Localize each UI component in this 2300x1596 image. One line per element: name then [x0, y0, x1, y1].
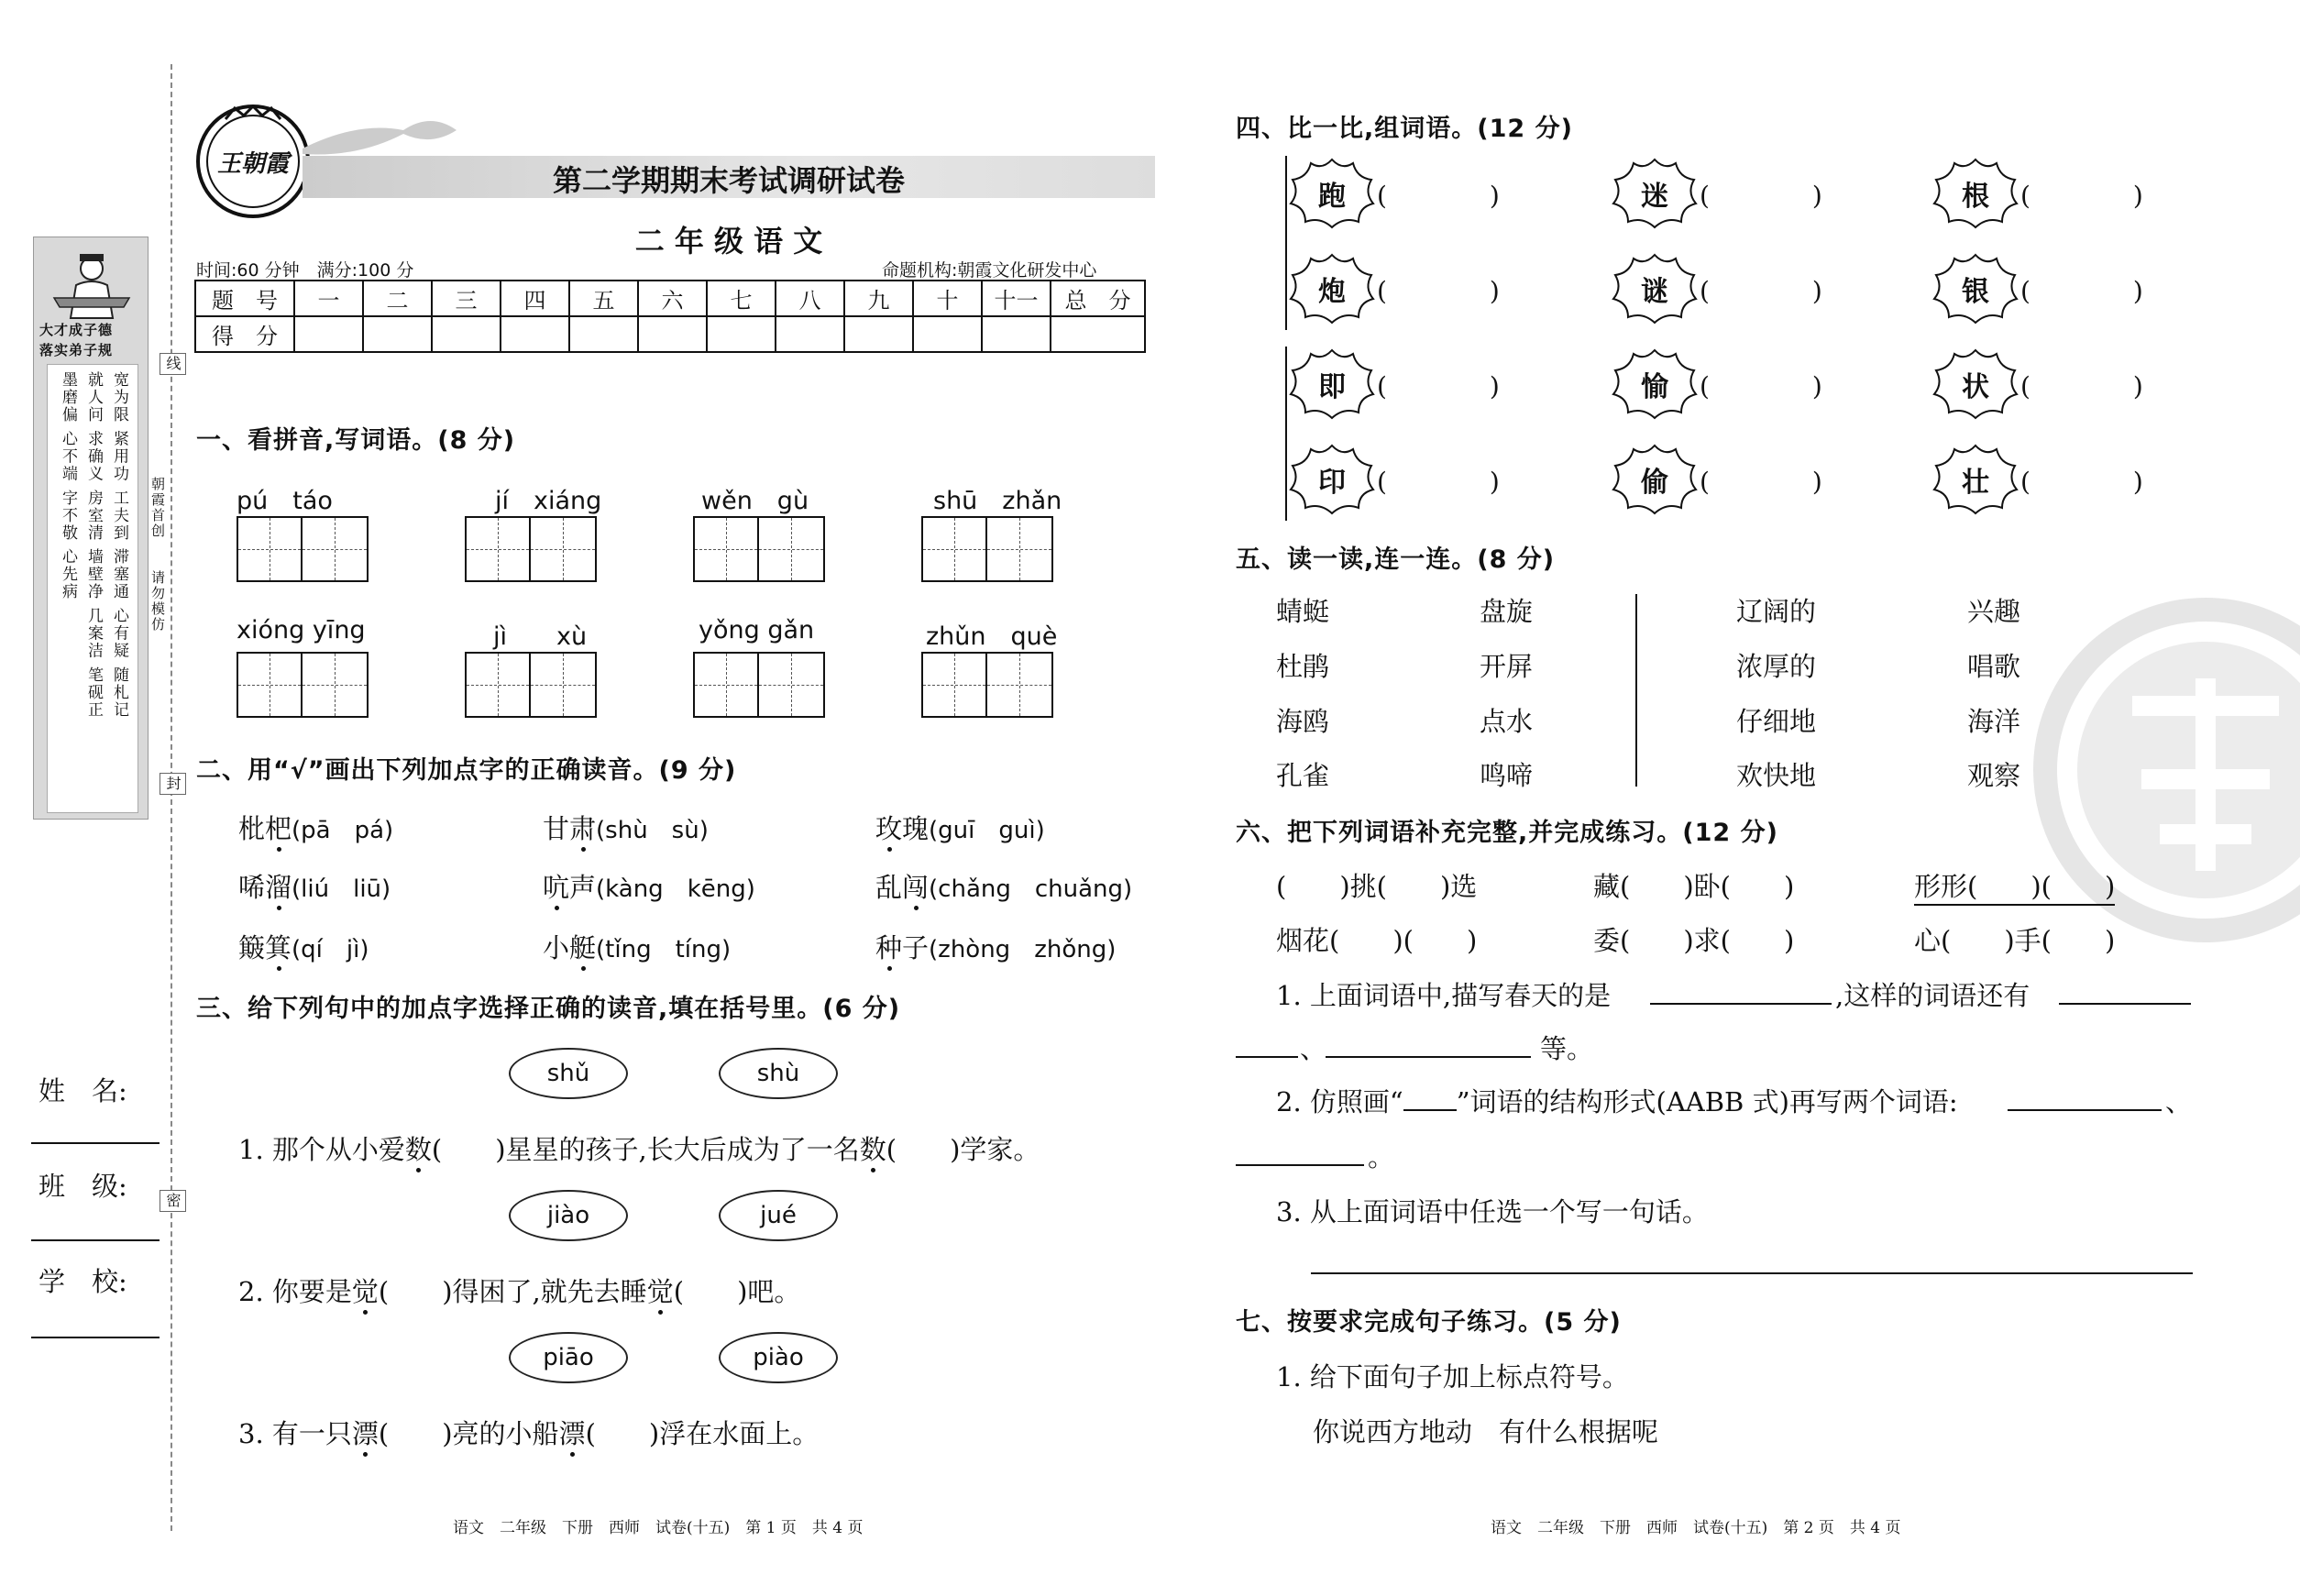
char-label: 壮 — [1962, 467, 1989, 499]
answer-blank[interactable] — [1650, 1003, 1832, 1005]
score-header: 八 — [776, 281, 844, 316]
q2-item: 乱闯(chǎng chuǎng) — [875, 872, 1133, 903]
pinyin-label: shū zhǎn — [933, 487, 1062, 515]
char-label: 银 — [1962, 276, 1989, 308]
q2-item: 簸箕(qí jì) — [238, 932, 369, 963]
score-cell[interactable] — [501, 316, 569, 352]
note-no-copy: 请勿模仿 — [149, 570, 166, 633]
q5-word[interactable]: 孔雀 — [1276, 760, 1330, 791]
q6-idiom-underlined[interactable]: 形形( )( ) — [1914, 866, 2115, 906]
score-header: 六 — [638, 281, 707, 316]
q6-idiom[interactable]: ( )挑( )选 — [1276, 871, 1478, 902]
school-field[interactable] — [31, 1337, 160, 1338]
q5-word[interactable]: 海鸥 — [1276, 706, 1330, 737]
char-label: 根 — [1962, 181, 1989, 213]
char-label: 炮 — [1318, 276, 1346, 308]
pinyin-option: jiào — [509, 1190, 628, 1241]
motto-line-1: 大才成子德 — [39, 322, 114, 338]
q1-heading: 一、看拼音,写词语。(8 分) — [196, 426, 516, 455]
q5-word[interactable]: 欢快地 — [1736, 760, 1817, 791]
q6-idiom[interactable]: 藏( )卧( ) — [1593, 871, 1795, 902]
answer-blank[interactable] — [2008, 1109, 2162, 1111]
q5-word[interactable]: 观察 — [1967, 760, 2021, 791]
score-table-header-row — [195, 281, 1145, 316]
q5-word[interactable]: 鸣啼 — [1480, 760, 1534, 791]
q5-word[interactable]: 仔细地 — [1736, 706, 1817, 737]
q5-word[interactable]: 辽阔的 — [1736, 596, 1817, 627]
score-header: 二 — [363, 281, 432, 316]
class-label: 班 级: — [39, 1171, 127, 1202]
q5-word[interactable]: 盘旋 — [1480, 596, 1534, 627]
pinyin-label: wěn gù — [701, 487, 809, 515]
q4-heading: 四、比一比,组词语。(12 分) — [1236, 115, 1573, 143]
char-flower — [1931, 347, 2020, 422]
pinyin-label: jì xù — [493, 622, 588, 651]
q6-heading: 六、把下列词语补充完整,并完成练习。(12 分) — [1236, 819, 1778, 847]
score-header: 五 — [569, 281, 638, 316]
q6-idiom[interactable]: 心( )手( ) — [1914, 925, 2116, 956]
name-field[interactable] — [31, 1142, 160, 1144]
char-label: 迷 — [1641, 181, 1668, 213]
q2-item: 唏溜(liú liū) — [238, 872, 391, 903]
answer-paren[interactable]: ( ) — [2020, 181, 2143, 211]
char-flower — [1287, 156, 1377, 231]
q2-item: 吭声(kàng kēng) — [543, 872, 755, 903]
answer-line[interactable] — [1311, 1272, 2193, 1274]
score-header: 九 — [844, 281, 913, 316]
q3-sentence-2: 2. 你要是觉( )得困了,就先去睡觉( )吧。 — [238, 1276, 801, 1307]
logo-text: 王朝霞 — [216, 150, 289, 178]
pinyin-option: piāo — [509, 1332, 628, 1383]
q6-part1-text: 等。 — [1540, 1033, 1594, 1064]
char-flower — [1931, 251, 2020, 326]
q6-part1-text: 1. 上面词语中,描写春天的是 — [1276, 980, 1612, 1011]
school-label: 学 校: — [39, 1266, 127, 1297]
name-label: 姓 名: — [39, 1075, 127, 1106]
q5-word[interactable]: 唱歌 — [1967, 651, 2021, 682]
answer-paren[interactable]: ( ) — [1377, 181, 1500, 211]
q5-divider — [1635, 594, 1637, 787]
char-label: 状 — [1962, 371, 1989, 403]
logo — [194, 103, 312, 220]
q2-item: 小艇(tǐng tíng) — [543, 932, 732, 963]
score-header: 题 号 — [195, 281, 294, 316]
answer-paren[interactable]: ( ) — [1700, 467, 1822, 497]
char-label: 偷 — [1641, 467, 1668, 499]
q6-part3-text: 3. 从上面词语中任选一个写一句话。 — [1276, 1196, 1709, 1227]
score-cell[interactable] — [982, 316, 1051, 352]
char-flower — [1610, 347, 1700, 422]
char-flower — [1287, 347, 1377, 422]
q6-idiom[interactable]: 烟花( )( ) — [1276, 925, 1478, 956]
score-cell[interactable] — [844, 316, 913, 352]
score-cell[interactable] — [569, 316, 638, 352]
char-flower — [1610, 442, 1700, 517]
answer-paren[interactable]: ( ) — [2020, 276, 2143, 306]
answer-paren[interactable]: ( ) — [1377, 276, 1500, 306]
q5-word[interactable]: 点水 — [1480, 706, 1534, 737]
q7-sentence[interactable]: 你说西方地动 有什么根据呢 — [1313, 1416, 1659, 1447]
char-flower — [1610, 251, 1700, 326]
answer-blank[interactable] — [1326, 1056, 1531, 1058]
footer-right: 语文 二年级 下册 西师 试卷(十五) 第 2 页 共 4 页 — [1491, 1519, 1901, 1537]
char-label: 印 — [1318, 467, 1346, 499]
score-header: 十一 — [982, 281, 1051, 316]
answer-paren[interactable]: ( ) — [1700, 181, 1822, 211]
score-cell[interactable] — [707, 316, 776, 352]
q6-part1-text: 、 — [1300, 1033, 1327, 1064]
class-field[interactable] — [31, 1239, 160, 1241]
answer-paren[interactable]: ( ) — [1377, 467, 1500, 497]
char-label: 即 — [1318, 371, 1346, 403]
q2-item: 枇杷(pā pá) — [238, 813, 394, 844]
q2-heading: 二、用“√”画出下列加点字的正确读音。(9 分) — [196, 756, 737, 785]
score-header: 一 — [294, 281, 363, 316]
score-cell[interactable] — [363, 316, 432, 352]
motto-col-1: 墨磨偏 心不端 字不敬 心先病 — [59, 371, 77, 601]
footer-left: 语文 二年级 下册 西师 试卷(十五) 第 1 页 共 4 页 — [453, 1519, 864, 1537]
motto-line-2: 落实弟子规 — [39, 342, 114, 358]
q5-word[interactable]: 杜鹃 — [1276, 651, 1330, 682]
score-table-score-row — [195, 316, 1145, 352]
page-subtitle: 二 年 级 语 文 — [634, 224, 823, 259]
q7-heading: 七、按要求完成句子练习。(5 分) — [1236, 1308, 1622, 1337]
q7-part1-text: 1. 给下面句子加上标点符号。 — [1276, 1361, 1629, 1392]
answer-paren[interactable]: ( ) — [1377, 371, 1500, 402]
writing-grid[interactable] — [465, 516, 597, 582]
q6-part2-text: 2. 仿照画“ ”词语的结构形式(AABB 式)再写两个词语: — [1276, 1086, 1958, 1117]
pinyin-option: shù — [719, 1048, 838, 1099]
note-original: 朝霞首创 — [149, 477, 166, 539]
q2-item: 种子(zhòng zhǒng) — [875, 932, 1117, 963]
char-flower — [1287, 251, 1377, 326]
answer-blank[interactable] — [1236, 1056, 1298, 1058]
answer-paren[interactable]: ( ) — [1700, 371, 1822, 402]
score-header: 十 — [913, 281, 982, 316]
char-label: 跑 — [1318, 181, 1346, 213]
char-flower — [1287, 442, 1377, 517]
score-cell[interactable] — [1051, 316, 1145, 352]
answer-paren[interactable]: ( ) — [2020, 467, 2143, 497]
q6-part2-text: 、 — [2165, 1086, 2193, 1117]
score-label: 得 分 — [195, 316, 294, 352]
q5-word[interactable]: 浓厚的 — [1736, 651, 1817, 682]
pinyin-label: xióng yīng — [237, 616, 366, 644]
exam-org: 命题机构:朝霞文化研发中心 — [882, 260, 1097, 281]
char-flower — [1931, 442, 2020, 517]
scholar-illustration — [34, 247, 149, 320]
q3-sentence-1: 1. 那个从小爱数( )星星的孩子,长大后成为了一名数( )学家。 — [238, 1134, 1040, 1165]
seal-mark-xian: 线 — [160, 353, 186, 375]
score-cell[interactable] — [638, 316, 707, 352]
writing-grid[interactable] — [921, 652, 1053, 718]
q3-heading: 三、给下列句中的加点字选择正确的读音,填在括号里。(6 分) — [196, 995, 901, 1023]
q5-word[interactable]: 蜻蜓 — [1276, 596, 1330, 627]
char-label: 愉 — [1641, 371, 1668, 403]
binding-line — [171, 64, 172, 1531]
q5-word[interactable]: 开屏 — [1480, 651, 1534, 682]
pinyin-label: yǒng gǎn — [699, 616, 815, 644]
writing-grid[interactable] — [237, 516, 369, 582]
score-cell[interactable] — [776, 316, 844, 352]
answer-paren[interactable]: ( ) — [2020, 371, 2143, 402]
q3-sentence-3: 3. 有一只漂( )亮的小船漂( )浮在水面上。 — [238, 1418, 820, 1449]
score-cell[interactable] — [294, 316, 363, 352]
motto-col-2: 就人问 求确义 房室清 墙壁净 几案洁 笔砚正 — [84, 371, 103, 720]
q6-part2-text: 。 — [1368, 1141, 1395, 1172]
writing-grid[interactable] — [693, 652, 825, 718]
char-label: 谜 — [1641, 276, 1668, 308]
score-header: 总 分 — [1051, 281, 1145, 316]
score-header: 四 — [501, 281, 569, 316]
writing-grid[interactable] — [237, 652, 369, 718]
q5-word[interactable]: 兴趣 — [1967, 596, 2021, 627]
pinyin-label: pú táo — [237, 487, 333, 515]
motto-col-3: 宽为限 紧用功 工夫到 滞塞通 心有疑 随札记 — [110, 371, 128, 720]
writing-grid[interactable] — [921, 516, 1053, 582]
q2-item: 甘肃(shù sù) — [543, 813, 709, 844]
score-cell[interactable] — [432, 316, 501, 352]
motto-panel — [33, 237, 149, 820]
writing-grid[interactable] — [693, 516, 825, 582]
score-cell[interactable] — [913, 316, 982, 352]
q6-part1-text: ,这样的词语还有 — [1835, 980, 2030, 1011]
pinyin-label: jí xiáng — [495, 487, 602, 515]
char-flower — [1610, 156, 1700, 231]
seal-mark-mi: 密 — [160, 1190, 186, 1212]
pinyin-option: piào — [719, 1332, 838, 1383]
seal-mark-feng: 封 — [160, 773, 186, 795]
q5-word[interactable]: 海洋 — [1967, 706, 2021, 737]
char-flower — [1931, 156, 2020, 231]
q2-item: 玫瑰(guī guì) — [875, 813, 1045, 844]
pinyin-label: zhǔn què — [926, 622, 1058, 651]
page-title: 第二学期期末考试调研试卷 — [552, 163, 905, 198]
writing-grid[interactable] — [465, 652, 597, 718]
pinyin-option: jué — [719, 1190, 838, 1241]
q5-heading: 五、读一读,连一连。(8 分) — [1236, 545, 1556, 574]
pinyin-option: shǔ — [509, 1048, 628, 1099]
answer-blank[interactable] — [1236, 1164, 1364, 1166]
q6-idiom[interactable]: 委( )求( ) — [1593, 925, 1795, 956]
score-header: 三 — [432, 281, 501, 316]
answer-paren[interactable]: ( ) — [1700, 276, 1822, 306]
exam-time: 时间:60 分钟 满分:100 分 — [196, 260, 414, 281]
score-table — [194, 280, 1146, 353]
score-header: 七 — [707, 281, 776, 316]
answer-blank[interactable] — [2059, 1003, 2191, 1005]
